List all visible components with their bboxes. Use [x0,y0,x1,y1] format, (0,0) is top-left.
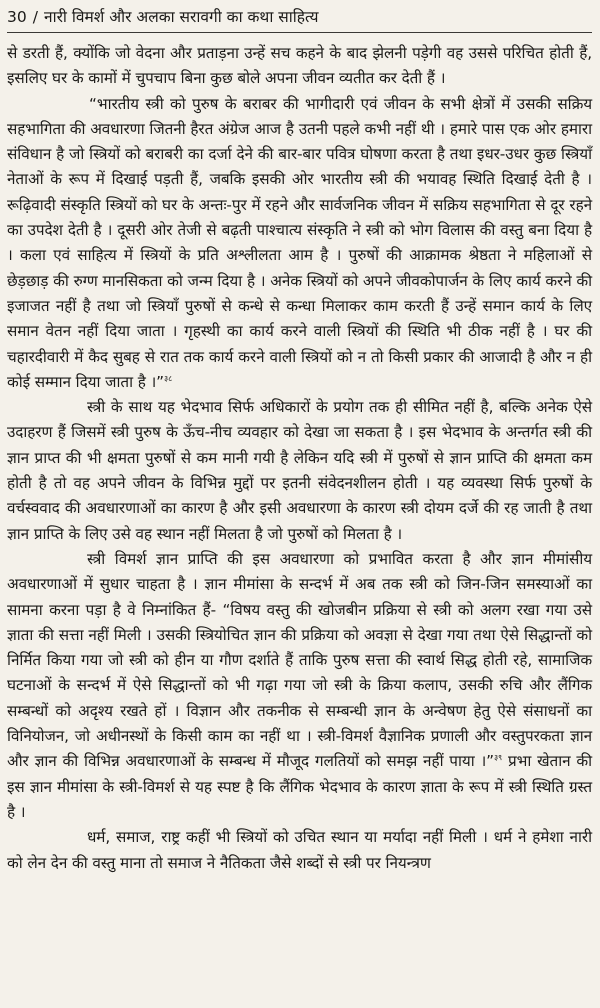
paragraph-religion: धर्म, समाज, राष्ट्र कहीं भी स्त्रियों को उचित स्थान या मर्यादा नहीं मिली । धर्म ने हमेशा नारी को लेन देन की वस्तु माना तो समाज ने नैतिकता जैसे शब्दों से स्त्री पर नियन्त्रण [7,828,592,872]
paragraph-discrimination: स्त्री के साथ यह भेदभाव सिर्फ अधिकारों के प्रयोग तक ही सीमित नहीं है, बल्कि अनेक ऐसे उदाहरण हैं जिसमें स्त्री पुरुष के ऊँच-नीच व्यवहार को देखा जा सकता है । इस भेदभाव के अन्तर्गत स्त्री की ज्ञान प्राप्त की भी क्षमता पुरुषों से कम मानी गयी है लेकिन यदि स्त्री में पुरुषों से ज्ञान प्राप्ति की क्षमता कम होती है तो वह अपने जीवन के विभिन्न मुद्दों पर इतनी संवेदनशीलन होती । यह व्यवस्था सिर्फ पुरुषों के वर्चस्ववाद की अवधारणाओं का कारण है और इसी अवधारणा के कारण स्त्री दोयम दर्जे की रह जाती है तथा ज्ञान प्राप्ति के लिए उसे वह स्थान नहीं मिलता है जो पुरुषों को मिलता है । [7,398,592,543]
page-number: 30 [7,8,27,26]
footnote-marker: ३८ [164,373,173,383]
paragraph-epistemology [7,547,592,825]
footnote-marker: ३९ [494,753,503,763]
paragraph-text: प्रभा खेतान की इस ज्ञान मीमांसा के स्त्री-विमर्श से यह स्पष्ट है कि लैंगिक भेदभाव के कारण ज्ञाता के रूप में स्त्री स्थिति ग्रस्त है । [7,752,592,821]
page-body [7,41,592,876]
header-separator: / [32,8,38,26]
paragraph-text: स्त्री विमर्श ज्ञान प्राप्ति की इस अवधारणा को प्रभावित करता है और ज्ञान मीमांसीय अवधारणाओं में सुधार चाहता है । ज्ञान मीमांसा के सन्दर्भ में अब तक स्त्री को जिन-जिन समस्याओं का सामना करना पड़ा है वे निम्नांकित हैं- “विषय वस्तु की खोजबीन प्रक्रिया से स्त्री को अलग रखा गया उसे ज्ञाता की सत्ता नहीं मिली । उसकी स्त्रियोचित ज्ञान की प्रक्रिया को अवज्ञा से देखा गया तथा ऐसे सिद्धान्तों को निर्मित किया गया जो स्त्री को हीन या गौण दर्शाते हैं ताकि पुरुष सत्ता की स्वार्थ सिद्ध होती रहे, सामाजिक घटनाओं के सन्दर्भ में ऐसे सिद्धान्तों को भी गढ़ा गया जो स्त्री के क्रिया कलाप, उसकी रुचि और लैंगिक सम्बन्धों को अदृश्य रखते हों । विज्ञान और तकनीक से सम्बन्धी ज्ञान के अन्वेषण हेतु ऐसे संसाधनों का विनियोजन, जो अधीनस्थों के किसी काम का नहीं था । स्त्री-विमर्श वैज्ञानिक प्रणाली और वस्तुपरकता ज्ञान और ज्ञान की विभिन्न अवधारणाओं के सम्बन्ध में मौजूद गलतियों को समझ नहीं पाया ।” [7,549,592,771]
paragraph-continuation: से डरती हैं, क्योंकि जो वेदना और प्रताड़ना उन्हें सच कहने के बाद झेलनी पड़ेगी वह उससे परिचित होती हैं, इसलिए घर के कामों में चुपचाप बिना कुछ बोले अपना जीवन व्यतीत कर देती हैं । [7,44,592,88]
running-header [7,6,592,33]
paragraph-quote-1 [7,92,592,396]
quote-text: “भारतीय स्त्री को पुरुष के बराबर की भागीदारी एवं जीवन के सभी क्षेत्रों में उसकी सक्रिय सहभागिता की अवधारणा जितनी हैरत अंग्रेज आज है उतनी पहले कभी नहीं थी । हमारे पास एक ओर हमारा संविधान है जो स्त्रियों को बराबरी का दर्जा देने की बार-बार पवित्र घोषणा करता है तथा इधर-उधर कुछ स्त्रियाँ नेताओं के रूप में दिखाई पड़ती हैं, जबकि इसकी ओर भारतीय स्त्री की भयावह स्थिति दिखाई देती है । रूढ़िवादी संस्कृति स्त्रियों को घर के अन्तः-पुर में रहने और सार्वजनिक जीवन में सक्रिय सहभागिता से दूर रहने का उपदेश देती है । दूसरी ओर तेजी से बढ़ती पाश्चात्य संस्कृति ने स्त्री को भोग विलास की वस्तु बना दिया है । कला एवं साहित्य में स्त्रियों के प्रति अश्लीलता आम है । पुरुषों की आक्रामक श्रेष्ठता ने महिलाओं से छेड़छाड़ की रुग्ण मानसिकता को जन्म दिया है । अनेक स्त्रियों को अपने जीवकोपार्जन के लिए कार्य करने की इजाजत नहीं है तथा जो स्त्रियाँ पुरुषों से कन्धे से कन्धा मिलाकर काम करती हैं उन्हें समान कार्य के लिए समान वेतन नहीं दिया जाता । गृहस्थी का कार्य करने वाली स्त्रियों की स्थिति भी ठीक नहीं है । घर की चहारदीवारी में कैद सुबह से रात तक कार्य करने वाली स्त्रियों को न तो किसी प्रकार की आजादी है और न ही कोई सम्मान दिया जाता है ।” [7,94,592,391]
running-title: नारी विमर्श और अलका सरावगी का कथा साहित्य [43,8,319,26]
